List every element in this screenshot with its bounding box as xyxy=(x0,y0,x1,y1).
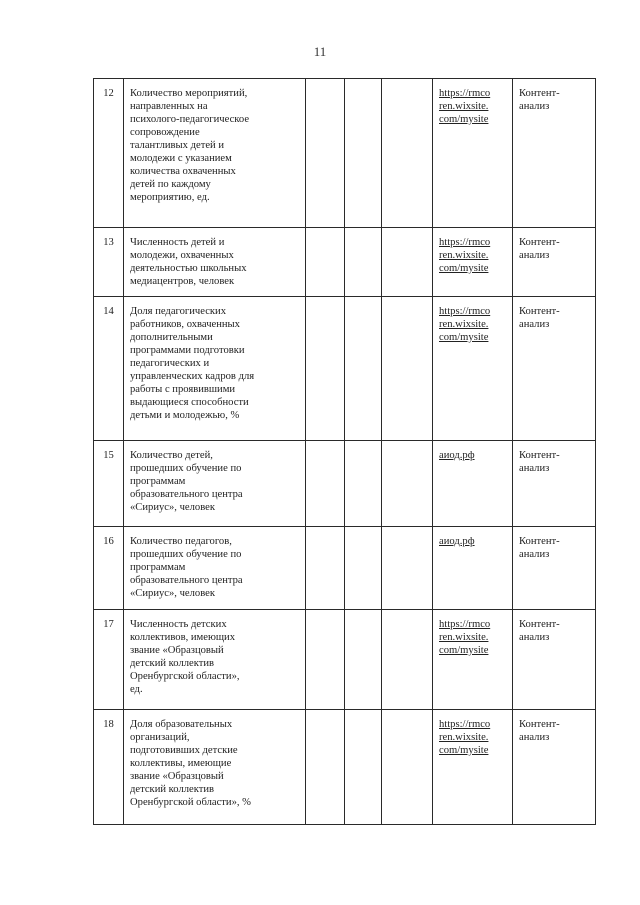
method-cell: Контент- анализ xyxy=(513,610,596,710)
table-row xyxy=(94,441,596,527)
method-cell: Контент- анализ xyxy=(513,710,596,825)
empty-cell xyxy=(306,79,345,228)
source-link[interactable]: аиод.рф xyxy=(433,441,513,527)
empty-cell xyxy=(345,441,382,527)
empty-cell xyxy=(306,228,345,297)
row-number: 15 xyxy=(94,441,124,527)
indicator-description: Количество детей, прошедших обучение по программам образовательного центра «Сириус», человек xyxy=(124,441,306,527)
method-cell: Контент- анализ xyxy=(513,441,596,527)
source-link[interactable]: аиод.рф xyxy=(433,527,513,610)
source-link[interactable]: https://rmco ren.wixsite. com/mysite xyxy=(433,610,513,710)
indicator-description: Доля педагогических работников, охваченных дополнительными программами подготовки педагогических и управленческих кадров для работы с проявившими выдающиеся способности детьми и молодежью, % xyxy=(124,297,306,441)
empty-cell xyxy=(382,710,433,825)
table-row xyxy=(94,79,596,228)
empty-cell xyxy=(306,710,345,825)
source-link[interactable]: https://rmco ren.wixsite. com/mysite xyxy=(433,710,513,825)
table-row xyxy=(94,610,596,710)
table-row xyxy=(94,228,596,297)
empty-cell xyxy=(345,228,382,297)
indicator-description: Доля образовательных организаций, подготовивших детские коллективы, имеющие звание «Образцовый детский коллектив Оренбургской области», % xyxy=(124,710,306,825)
empty-cell xyxy=(345,297,382,441)
empty-cell xyxy=(382,228,433,297)
empty-cell xyxy=(345,710,382,825)
empty-cell xyxy=(382,441,433,527)
empty-cell xyxy=(306,297,345,441)
method-cell: Контент- анализ xyxy=(513,79,596,228)
empty-cell xyxy=(306,610,345,710)
source-link[interactable]: https://rmco ren.wixsite. com/mysite xyxy=(433,297,513,441)
indicator-description: Количество педагогов, прошедших обучение по программам образовательного центра «Сириус», человек xyxy=(124,527,306,610)
page-number: 11 xyxy=(313,44,327,59)
indicator-description: Количество мероприятий, направленных на психолого-педагогическое сопровождение талантливых детей и молодежи с указанием количества охваченных детей по каждому мероприятию, ед. xyxy=(124,79,306,228)
source-link[interactable]: https://rmco ren.wixsite. com/mysite xyxy=(433,79,513,228)
empty-cell xyxy=(345,527,382,610)
method-cell: Контент- анализ xyxy=(513,297,596,441)
row-number: 17 xyxy=(94,610,124,710)
empty-cell xyxy=(306,527,345,610)
empty-cell xyxy=(382,610,433,710)
indicators-table xyxy=(93,78,596,825)
empty-cell xyxy=(382,79,433,228)
method-cell: Контент- анализ xyxy=(513,228,596,297)
empty-cell xyxy=(382,527,433,610)
row-number: 12 xyxy=(94,79,124,228)
empty-cell xyxy=(306,441,345,527)
method-cell: Контент- анализ xyxy=(513,527,596,610)
table-row xyxy=(94,710,596,825)
table-row xyxy=(94,527,596,610)
row-number: 18 xyxy=(94,710,124,825)
empty-cell xyxy=(345,610,382,710)
empty-cell xyxy=(382,297,433,441)
indicator-description: Численность детей и молодежи, охваченных деятельностью школьных медиацентров, человек xyxy=(124,228,306,297)
source-link[interactable]: https://rmco ren.wixsite. com/mysite xyxy=(433,228,513,297)
table-row xyxy=(94,297,596,441)
empty-cell xyxy=(345,79,382,228)
indicator-description: Численность детских коллективов, имеющих звание «Образцовый детский коллектив Оренбургской области», ед. xyxy=(124,610,306,710)
row-number: 13 xyxy=(94,228,124,297)
row-number: 14 xyxy=(94,297,124,441)
row-number: 16 xyxy=(94,527,124,610)
